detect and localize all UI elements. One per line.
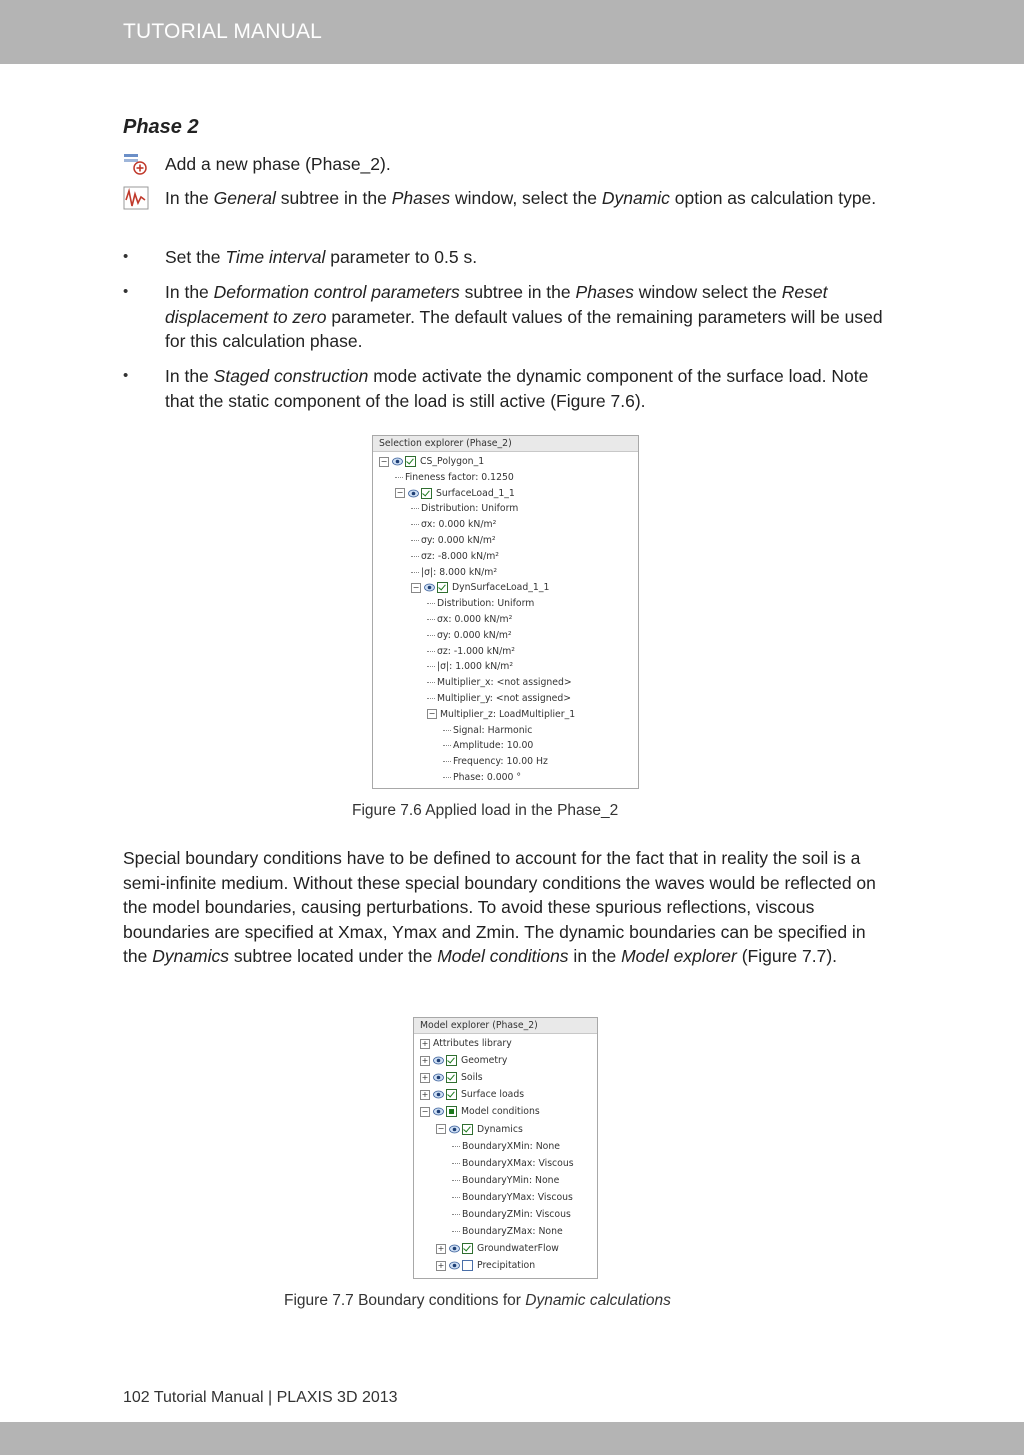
eye-icon[interactable]	[408, 489, 419, 498]
expand-icon[interactable]: +	[437, 1260, 445, 1270]
tree-connector	[427, 619, 435, 620]
tree-connector	[427, 603, 435, 604]
tree-label: BoundaryXMin: None	[462, 1140, 560, 1152]
tree-row[interactable]	[395, 486, 515, 501]
tree-row[interactable]	[427, 707, 575, 722]
step-text: In the General subtree in the Phases window, select the Dynamic option as calculation type.	[165, 188, 877, 208]
tree-row[interactable]	[452, 1173, 559, 1188]
tree-label: σz: -8.000 kN/m²	[421, 550, 500, 562]
tree-label: Surface loads	[461, 1089, 525, 1101]
visibility-checkbox[interactable]	[446, 1089, 457, 1100]
eye-icon[interactable]	[449, 1125, 460, 1134]
eye-icon[interactable]	[424, 583, 435, 592]
tree-connector	[427, 635, 435, 636]
tree-row[interactable]	[420, 1070, 483, 1085]
add-phase-icon	[123, 152, 153, 180]
tree-label: BoundaryZMax: None	[462, 1226, 563, 1238]
tree-connector	[411, 572, 419, 573]
tree-row[interactable]	[411, 501, 518, 516]
expand-icon[interactable]: +	[421, 1055, 429, 1065]
visibility-checkbox[interactable]	[462, 1124, 473, 1135]
visibility-checkbox[interactable]	[421, 488, 432, 499]
tree-label: SurfaceLoad_1_1	[436, 487, 515, 499]
collapse-icon[interactable]: −	[421, 1106, 429, 1116]
expand-icon[interactable]: +	[437, 1243, 445, 1253]
tree-row[interactable]	[411, 533, 496, 548]
figure-7-7-caption: Figure 7.7 Boundary conditions for Dynamic calculations	[284, 1292, 671, 1309]
tree-connector	[452, 1146, 460, 1147]
eye-icon[interactable]	[433, 1107, 444, 1116]
tree-row[interactable]	[411, 565, 497, 580]
model-explorer-title: Model explorer (Phase_2)	[414, 1018, 597, 1034]
tree-connector	[427, 682, 435, 683]
tree-connector	[427, 651, 435, 652]
tree-label: Precipitation	[477, 1260, 536, 1272]
bullet: •	[123, 367, 129, 384]
bullet: •	[123, 248, 129, 265]
tree-label: BoundaryXMax: Viscous	[462, 1157, 574, 1169]
collapse-icon[interactable]: −	[437, 1124, 445, 1133]
tree-connector	[452, 1197, 460, 1198]
model-explorer-figure	[413, 1017, 598, 1279]
tree-row[interactable]	[411, 549, 499, 564]
tree-label: Multiplier_z: LoadMultiplier_1	[440, 708, 576, 720]
tree-label: Model conditions	[461, 1106, 540, 1118]
tree-label: Multiplier_y: <not assigned>	[437, 693, 572, 704]
tree-label: Fineness factor: 0.1250	[405, 471, 514, 483]
collapse-icon[interactable]: −	[428, 709, 436, 719]
tree-row[interactable]	[452, 1224, 563, 1239]
tree-connector	[452, 1231, 460, 1232]
tree-label: Distribution: Uniform	[437, 598, 535, 610]
visibility-checkbox[interactable]	[446, 1055, 457, 1066]
tree-label: σx: 0.000 kN/m²	[421, 519, 497, 531]
tree-label: BoundaryZMin: Viscous	[462, 1209, 571, 1220]
footer-band	[0, 1422, 1024, 1455]
visibility-checkbox[interactable]	[462, 1243, 473, 1254]
tree-connector	[395, 477, 403, 478]
tree-row[interactable]	[436, 1241, 559, 1256]
tree-label: Attributes library	[433, 1038, 512, 1049]
visibility-checkbox[interactable]	[446, 1072, 457, 1083]
step-text: Set the Time interval parameter to 0.5 s.	[165, 247, 478, 267]
tree-connector	[452, 1180, 460, 1181]
footer-text: 102 Tutorial Manual | PLAXIS 3D 2013	[123, 1389, 398, 1406]
section-heading: Phase 2	[123, 116, 199, 138]
visibility-checkbox[interactable]	[437, 582, 448, 593]
tree-row[interactable]	[420, 1087, 524, 1102]
tree-connector	[411, 556, 419, 557]
tree-row[interactable]	[452, 1190, 573, 1205]
visibility-checkbox[interactable]	[405, 456, 416, 467]
tree-label: CS_Polygon_1	[420, 456, 485, 467]
tree-connector	[411, 508, 419, 509]
collapse-icon[interactable]: −	[380, 456, 388, 466]
visibility-checkbox[interactable]	[462, 1260, 473, 1271]
tree-connector	[443, 761, 451, 762]
tree-connector	[452, 1214, 460, 1215]
collapse-icon[interactable]: −	[396, 488, 404, 498]
selection-explorer-title: Selection explorer (Phase_2)	[373, 436, 638, 452]
eye-icon[interactable]	[449, 1261, 460, 1270]
tree-row[interactable]	[379, 454, 484, 469]
tree-label: σy: 0.000 kN/m²	[421, 535, 496, 546]
tree-row[interactable]	[427, 596, 534, 611]
tree-label: DynSurfaceLoad_1_1	[452, 582, 550, 594]
tree-connector	[443, 730, 451, 731]
tree-row[interactable]	[427, 675, 572, 690]
tree-label: Distribution: Uniform	[421, 503, 519, 515]
tree-connector	[443, 745, 451, 746]
eye-icon[interactable]	[433, 1090, 444, 1099]
tree-row[interactable]	[443, 770, 521, 785]
tree-row[interactable]	[427, 644, 515, 659]
expand-icon[interactable]: +	[421, 1038, 429, 1048]
tree-label: Soils	[461, 1072, 483, 1084]
tree-row[interactable]	[427, 628, 512, 643]
step-text: In the Deformation control parameters subtree in the Phases window select the Reset displacement to zero parameter. The default values of the remaining parameters will be used for this calculation phase.	[165, 282, 883, 351]
tree-label: Phase: 0.000 °	[453, 772, 522, 783]
tree-connector	[427, 698, 435, 699]
tree-row[interactable]	[420, 1104, 540, 1119]
tree-row[interactable]	[452, 1139, 560, 1154]
tree-row[interactable]	[395, 470, 514, 485]
tree-row[interactable]	[452, 1207, 571, 1222]
tree-label: Signal: Harmonic	[453, 724, 533, 736]
tree-row[interactable]	[436, 1122, 523, 1137]
selection-explorer-figure	[372, 435, 639, 789]
tree-label: σy: 0.000 kN/m²	[437, 629, 512, 641]
collapse-icon[interactable]: −	[412, 582, 420, 592]
tree-label: GroundwaterFlow	[477, 1243, 559, 1255]
tree-row[interactable]	[443, 738, 533, 753]
tree-row[interactable]	[427, 612, 512, 627]
step-text: In the Staged construction mode activate the dynamic component of the surface load. Note that the static component of the load is still active (Figure 7.6).	[165, 366, 869, 411]
visibility-checkbox[interactable]	[446, 1106, 457, 1117]
eye-icon[interactable]	[449, 1244, 460, 1253]
tree-label: Frequency: 10.00 Hz	[453, 756, 548, 768]
tree-row[interactable]	[420, 1053, 507, 1068]
eye-icon[interactable]	[433, 1073, 444, 1082]
boundary-paragraph: Special boundary conditions have to be defined to account for the fact that in reality the soil is a semi-infinite medium. Without these special boundary conditions the waves would be reflected on the model boundaries, causing perturbations. To avoid these spurious reflections, viscous boundaries are specified at Xmax, Ymax and Zmin. The dynamic boundaries can be specified in the Dynamics subtree located under the Model conditions in the Model explorer (Figure 7.7).	[123, 848, 876, 966]
tree-label: BoundaryYMin: None	[462, 1174, 560, 1186]
tree-row[interactable]	[443, 754, 548, 769]
dynamic-calc-icon	[123, 186, 153, 214]
expand-icon[interactable]: +	[421, 1089, 429, 1099]
tree-row[interactable]	[411, 517, 496, 532]
tree-label: Dynamics	[477, 1123, 523, 1135]
tree-label: Geometry	[461, 1055, 508, 1067]
tree-connector	[427, 666, 435, 667]
tree-connector	[411, 524, 419, 525]
tree-row[interactable]	[411, 580, 549, 595]
tree-row[interactable]	[436, 1258, 535, 1273]
tree-label: Amplitude: 10.00	[453, 740, 534, 752]
tree-label: BoundaryYMax: Viscous	[462, 1191, 573, 1203]
tree-connector	[411, 540, 419, 541]
tree-row[interactable]	[420, 1036, 512, 1051]
bullet: •	[123, 283, 129, 300]
expand-icon[interactable]: +	[421, 1072, 429, 1082]
tree-row[interactable]	[427, 659, 513, 674]
eye-icon[interactable]	[433, 1056, 444, 1065]
tree-label: |σ|: 1.000 kN/m²	[437, 661, 514, 673]
eye-icon[interactable]	[392, 457, 403, 466]
tree-connector	[452, 1163, 460, 1164]
tree-label: σz: -1.000 kN/m²	[437, 645, 516, 657]
tree-row[interactable]	[427, 691, 571, 706]
header-title: TUTORIAL MANUAL	[123, 20, 323, 43]
tree-connector	[443, 777, 451, 778]
tree-label: Multiplier_x: <not assigned>	[437, 677, 572, 689]
tree-row[interactable]	[443, 723, 532, 738]
step-text: Add a new phase (Phase_2).	[165, 154, 391, 174]
tree-row[interactable]	[452, 1156, 574, 1171]
tree-label: |σ|: 8.000 kN/m²	[421, 566, 498, 578]
figure-7-6-caption: Figure 7.6 Applied load in the Phase_2	[352, 802, 619, 819]
tree-label: σx: 0.000 kN/m²	[437, 614, 513, 625]
